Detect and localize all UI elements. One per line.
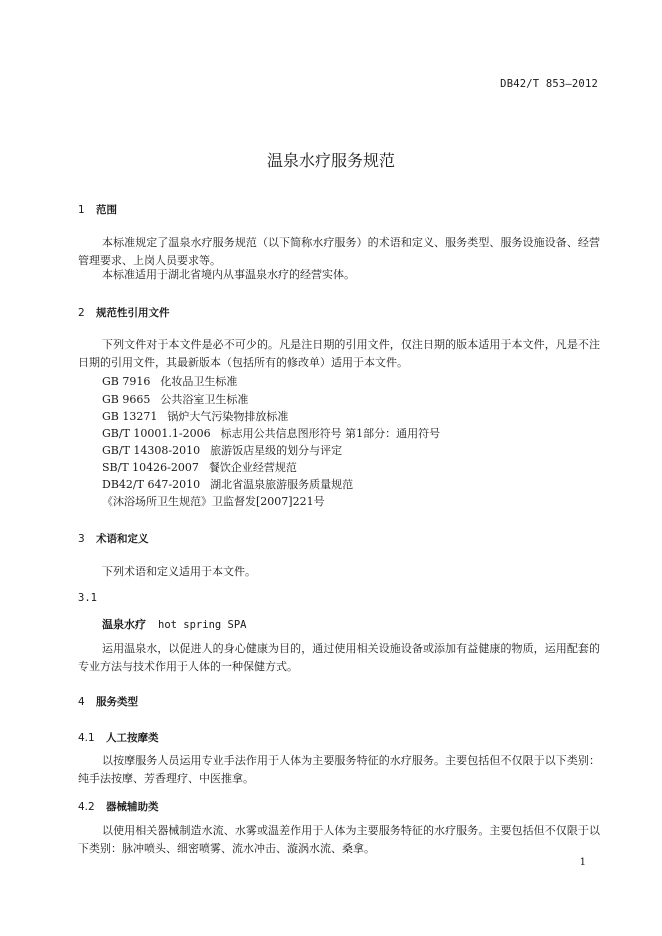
term-number: 3.1 bbox=[78, 592, 97, 604]
page-number: 1 bbox=[579, 857, 586, 868]
reference-title: 公共浴室卫生标准 bbox=[160, 393, 249, 406]
term-definition-paragraph: 运用温泉水，以促进人的身心健康为目的，通过使用相关设施设备或添加有益健康的物质，运用配套的专业方法与技术作用于人体的一种保健方式。 bbox=[78, 642, 600, 673]
scope-paragraph-2: 本标准适用于湖北省境内从事温泉水疗的经营实体。 bbox=[102, 268, 355, 281]
reference-item bbox=[102, 425, 440, 443]
section-title: 器械辅助类 bbox=[106, 801, 159, 813]
section-title: 范围 bbox=[96, 204, 117, 216]
reference-title: 湖北省温泉旅游服务质量规范 bbox=[210, 478, 354, 491]
reference-code: GB 13271 bbox=[102, 410, 158, 423]
reference-item bbox=[102, 493, 325, 511]
section-number: 2 bbox=[78, 307, 85, 319]
reference-code: 《沐浴场所卫生规范》卫监督发[2007]221号 bbox=[102, 495, 325, 508]
section-title: 术语和定义 bbox=[96, 533, 149, 545]
reference-code: GB/T 10001.1-2006 bbox=[102, 427, 211, 440]
reference-title: 化妆品卫生标准 bbox=[160, 375, 238, 388]
section-number: 4.2 bbox=[78, 801, 95, 813]
section-1-heading bbox=[78, 202, 117, 217]
reference-item bbox=[102, 442, 342, 460]
reference-title: 锅炉大气污染物排放标准 bbox=[167, 410, 289, 423]
document-title: 温泉水疗服务规范 bbox=[266, 151, 395, 170]
section-title: 人工按摩类 bbox=[106, 732, 159, 744]
reference-code: SB/T 10426-2007 bbox=[102, 461, 199, 474]
section-4-2-paragraph: 以使用相关器械制造水流、水雾或温差作用于人体为主要服务特征的水疗服务。主要包括但不仅限于以下类别：脉冲喷头、细密喷雾、流水冲击、漩涡水流、桑拿。 bbox=[78, 824, 600, 855]
terms-intro-paragraph: 下列术语和定义适用于本文件。 bbox=[102, 565, 256, 578]
section-4-heading bbox=[78, 694, 138, 709]
reference-item bbox=[102, 408, 288, 426]
scope-paragraph-1: 本标准规定了温泉水疗服务规范（以下简称水疗服务）的术语和定义、服务类型、服务设施设备、经营管理要求、上岗人员要求等。 bbox=[78, 236, 600, 267]
reference-title: 标志用公共信息图形符号 第1部分：通用符号 bbox=[220, 427, 441, 440]
reference-title: 餐饮企业经营规范 bbox=[208, 461, 297, 474]
reference-item bbox=[102, 476, 353, 494]
reference-item bbox=[102, 391, 248, 409]
reference-code: GB/T 14308-2010 bbox=[102, 444, 201, 457]
reference-code: GB 9665 bbox=[102, 393, 151, 406]
reference-item bbox=[102, 373, 237, 391]
section-number: 1 bbox=[78, 204, 85, 216]
reference-code: DB42/T 647-2010 bbox=[102, 478, 201, 491]
section-4-1-heading bbox=[78, 730, 159, 745]
section-2-heading bbox=[78, 305, 170, 320]
reference-code: GB 7916 bbox=[102, 375, 151, 388]
reference-title: 旅游饭店星级的划分与评定 bbox=[210, 444, 343, 457]
term-chinese: 温泉水疗 bbox=[102, 618, 146, 631]
section-title: 服务类型 bbox=[96, 696, 138, 708]
section-number: 4 bbox=[78, 696, 85, 708]
section-number: 4.1 bbox=[78, 732, 95, 744]
section-4-1-paragraph: 以按摩服务人员运用专业手法作用于人体为主要服务特征的水疗服务。主要包括但不仅限于以下类别：纯手法按摩、芳香理疗、中医推拿。 bbox=[78, 754, 600, 785]
section-number: 3 bbox=[78, 533, 85, 545]
section-title: 规范性引用文件 bbox=[96, 307, 170, 319]
term-entry bbox=[102, 616, 247, 632]
references-intro-paragraph: 下列文件对于本文件是必不可少的。凡是注日期的引用文件，仅注日期的版本适用于本文件，凡是不注日期的引用文件，其最新版本（包括所有的修改单）适用于本文件。 bbox=[78, 338, 600, 369]
term-english: hot spring SPA bbox=[158, 619, 247, 631]
reference-item bbox=[102, 459, 297, 477]
section-3-heading bbox=[78, 531, 149, 546]
section-4-2-heading bbox=[78, 799, 159, 814]
standard-code: DB42/T 853—2012 bbox=[500, 78, 598, 90]
